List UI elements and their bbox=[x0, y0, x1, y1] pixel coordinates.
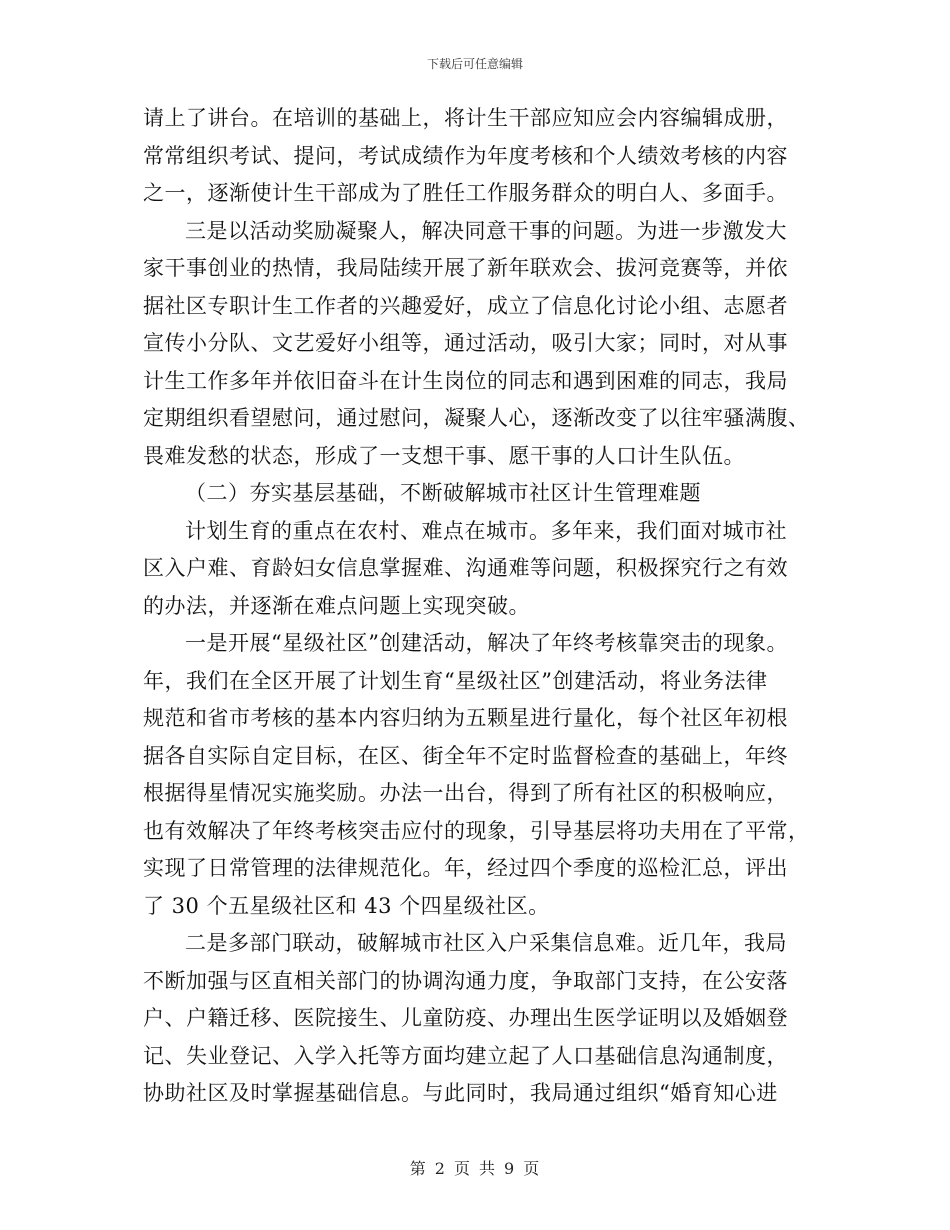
text-line: 记、失业登记、入学入托等方面均建立起了人口基础信息沟通制度， bbox=[143, 1043, 788, 1068]
text-line: 宣传小分队、文艺爱好小组等，通过活动，吸引大家；同时，对从事 bbox=[143, 331, 788, 355]
footer-label-page-unit: 页 bbox=[453, 1159, 471, 1178]
text-line: 畏难发愁的状态，形成了一支想干事、愿干事的人口计生队伍。 bbox=[143, 443, 745, 468]
text-line: 家干事创业的热情，我局陆续开展了新年联欢会、拔河竞赛等，并依 bbox=[143, 256, 788, 280]
text-line: 计划生育的重点在农村、难点在城市。多年来，我们面对城市社 bbox=[185, 518, 787, 543]
text-line: 也有效解决了年终考核突击应付的现象，引导基层将功夫用在了平常， bbox=[143, 818, 810, 843]
text-line: 据社区专职计生工作者的兴趣爱好，成立了信息化讨论小组、志愿者 bbox=[143, 293, 788, 318]
page-footer bbox=[0, 1156, 950, 1179]
text-line: 了 30 个五星级社区和 43 个四星级社区。 bbox=[143, 893, 550, 918]
text-line: 三是以活动奖励凝聚人，解决同意干事的问题。为进一步激发大 bbox=[185, 218, 787, 243]
text-line: 计生工作多年并依旧奋斗在计生岗位的同志和遇到困难的同志，我局 bbox=[143, 368, 788, 393]
footer-label-total: 共 bbox=[479, 1159, 497, 1178]
footer-total-pages: 9 bbox=[504, 1159, 516, 1178]
text-line: 常常组织考试、提问，考试成绩作为年度考核和个人绩效考核的内容 bbox=[143, 143, 788, 168]
text-line: 区入户难、育龄妇女信息掌握难、沟通难等问题，积极探究行之有效 bbox=[143, 556, 788, 580]
text-line: 之一，逐渐使计生干部成为了胜任工作服务群众的明白人、多面手。 bbox=[143, 181, 788, 205]
text-line: 户、户籍迁移、医院接生、儿童防疫、办理出生医学证明以及婚姻登 bbox=[143, 1006, 788, 1030]
text-line: 二是多部门联动，破解城市社区入户采集信息难。近几年，我局 bbox=[185, 931, 787, 955]
text-line: 协助社区及时掌握基础信息。与此同时，我局通过组织“婚育知心进 bbox=[143, 1081, 778, 1105]
text-line: 不断加强与区直相关部门的协调沟通力度，争取部门支持，在公安落 bbox=[143, 968, 788, 993]
document-body bbox=[143, 100, 813, 1113]
text-line: 实现了日常管理的法律规范化。年，经过四个季度的巡检汇总，评出 bbox=[143, 856, 788, 880]
page-header: 下载后可任意编辑 bbox=[426, 57, 523, 71]
text-line: 据各自实际自定目标，在区、街全年不定时监督检查的基础上，年终 bbox=[143, 743, 788, 768]
text-line: （二）夯实基层基础，不断破解城市社区计生管理难题 bbox=[185, 481, 701, 505]
footer-label-page: 第 bbox=[409, 1159, 427, 1178]
text-line: 请上了讲台。在培训的基础上，将计生干部应知应会内容编辑成册， bbox=[143, 106, 788, 130]
footer-label-total-unit: 页 bbox=[523, 1159, 541, 1178]
text-line: 规范和省市考核的基本内容归纳为五颗星进行量化，每个社区年初根 bbox=[143, 706, 788, 730]
text-line: 根据得星情况实施奖励。办法一出台，得到了所有社区的积极响应， bbox=[143, 781, 788, 805]
text-line: 定期组织看望慰问，通过慰问，凝聚人心，逐渐改变了以往牢骚满腹、 bbox=[143, 406, 810, 430]
text-line: 的办法，并逐渐在难点问题上实现突破。 bbox=[143, 593, 530, 618]
text-line: 一是开展“星级社区”创建活动，解决了年终考核靠突击的现象。 bbox=[185, 631, 788, 655]
footer-current-page: 2 bbox=[434, 1159, 446, 1178]
text-line: 年，我们在全区开展了计划生育“星级社区”创建活动，将业务法律 bbox=[143, 668, 768, 693]
